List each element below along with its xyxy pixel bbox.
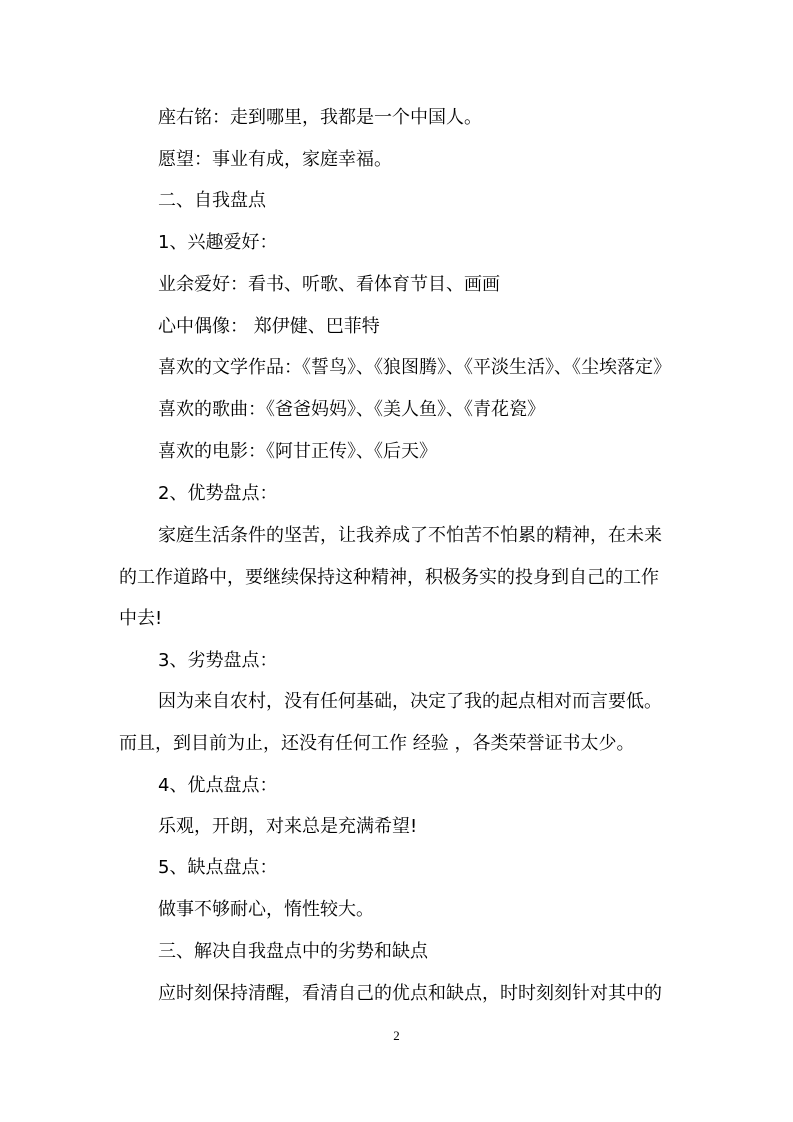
section-heading-self-review: 二、自我盘点 xyxy=(158,190,266,211)
merits-line: 乐观，开朗，对来总是充满希望! xyxy=(158,816,418,837)
idols-line: 心中偶像： 郑伊健、巴菲特 xyxy=(158,316,380,337)
shortcomings-line: 做事不够耐心，惰性较大。 xyxy=(158,899,374,920)
section-heading-solutions: 三、解决自我盘点中的劣势和缺点 xyxy=(158,941,428,962)
subheading-merits: 4、优点盘点： xyxy=(158,775,278,796)
subheading-shortcomings: 5、缺点盘点： xyxy=(158,857,278,878)
wish-line: 愿望：事业有成，家庭幸福。 xyxy=(158,149,392,170)
solutions-paragraph-line-1: 应时刻保持清醒，看清自己的优点和缺点，时时刻刻针对其中的 xyxy=(158,983,662,1004)
strengths-paragraph-line-1: 家庭生活条件的坚苦，让我养成了不怕苦不怕累的精神，在未来 xyxy=(158,525,662,546)
hobbies-line: 业余爱好：看书、听歌、看体育节目、画画 xyxy=(158,274,500,295)
favorite-books-line: 喜欢的文学作品：《誓鸟》、《狼图腾》、《平淡生活》、《尘埃落定》 xyxy=(158,357,671,378)
subheading-strengths: 2、优势盘点： xyxy=(158,483,278,504)
strengths-paragraph-line-3: 中去! xyxy=(119,608,163,629)
motto-line: 座右铭：走到哪里，我都是一个中国人。 xyxy=(158,107,482,128)
disadvantages-paragraph-line-2: 而且，到目前为止，还没有任何工作 经验 ，各类荣誉证书太少。 xyxy=(119,733,635,754)
page-number: 2 xyxy=(393,1028,400,1043)
subheading-disadvantages: 3、劣势盘点： xyxy=(158,650,278,671)
strengths-paragraph-line-2: 的工作道路中，要继续保持这种精神，积极务实的投身到自己的工作 xyxy=(119,567,659,588)
favorite-movies-line: 喜欢的电影：《阿甘正传》、《后天》 xyxy=(158,441,437,462)
subheading-hobbies: 1、兴趣爱好： xyxy=(158,232,278,253)
disadvantages-paragraph-line-1: 因为来自农村，没有任何基础，决定了我的起点相对而言要低。 xyxy=(158,691,662,712)
favorite-songs-line: 喜欢的歌曲：《爸爸妈妈》、《美人鱼》、《青花瓷》 xyxy=(158,399,545,420)
